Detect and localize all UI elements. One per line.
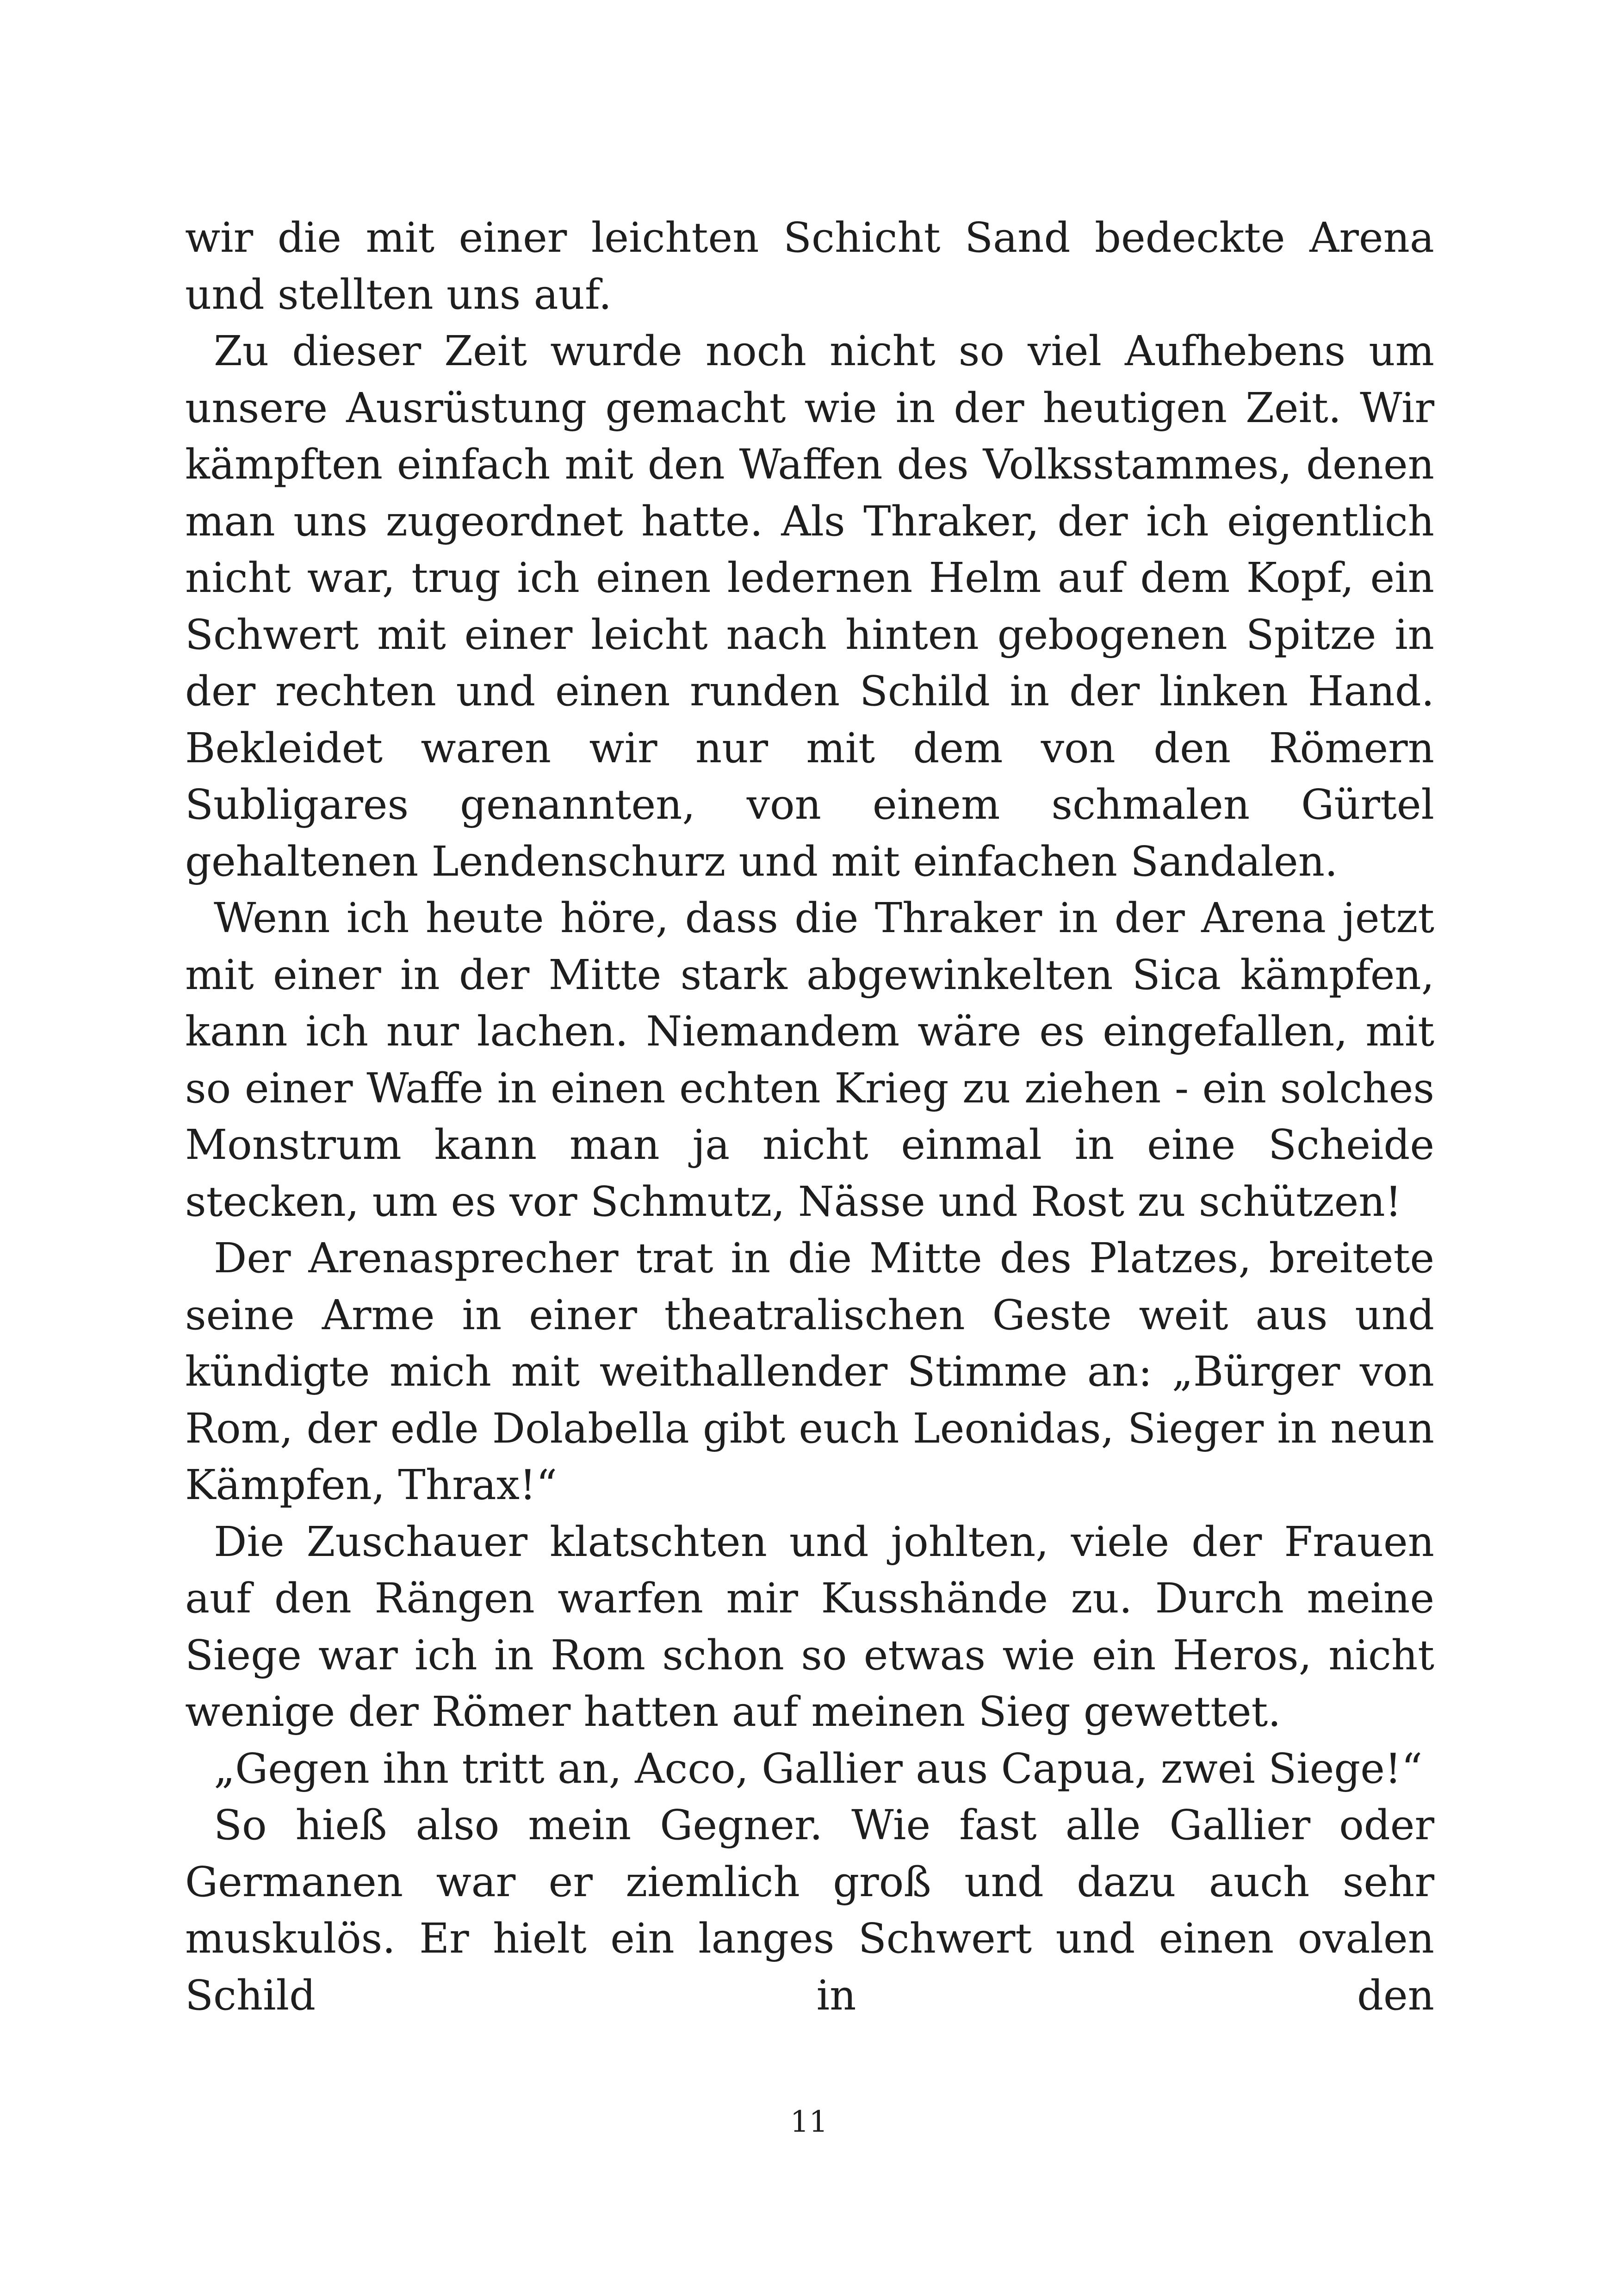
- body-text: [185, 209, 1434, 2023]
- paragraph-3: Wenn ich heute höre, dass die Thraker in der Arena jetzt mit einer in der Mitte stark abgewinkelten Sica kämpfen, kann ich nur lachen. Niemandem wäre es eingefallen, mit so einer Waffe in einen echten Krieg zu ziehen - ein solches Monstrum kann man ja nicht einmal in eine Scheide stecken, um es vor Schmutz, Nässe und Rost zu schützen!: [185, 894, 1434, 1226]
- paragraph-5: Die Zuschauer klatschten und johlten, viele der Frauen auf den Rängen warfen mir Kusshände zu. Durch meine Siege war ich in Rom schon so etwas wie ein Heros, nicht wenige der Römer hatten auf meinen Sieg gewettet.: [185, 1517, 1434, 1736]
- paragraph-1: wir die mit einer leichten Schicht Sand bedeckte Arena und stellten uns auf.: [185, 213, 1434, 318]
- paragraph-4: Der Arenasprecher trat in die Mitte des Platzes, breitete seine Arme in einer theatralischen Geste weit aus und kündigte mich mit weithallender Stimme an: „Bürger von Rom, der edle Dolabella gibt euch Leonidas, Sieger in neun Kämpfen, Thrax!“: [185, 1234, 1434, 1509]
- paragraph-2: Zu dieser Zeit wurde noch nicht so viel Aufhebens um unsere Ausrüstung gemacht wie in der heutigen Zeit. Wir kämpften einfach mit den Waffen des Volksstammes, denen man uns zugeordnet hatte. Als Thraker, der ich eigentlich nicht war, trug ich einen ledernen Helm auf dem Kopf, ein Schwert mit einer leicht nach hinten gebogenen Spitze in der rechten und einen runden Schild in der linken Hand. Bekleidet waren wir nur mit dem von den Römern Subligares genannten, von einem schmalen Gürtel gehaltenen Lendenschurz und mit einfachen Sandalen.: [185, 327, 1434, 885]
- page-number: 11: [790, 2105, 828, 2139]
- paragraph-7: So hieß also mein Gegner. Wie fast alle Gallier oder Germanen war er ziemlich groß und dazu auch sehr muskulös. Er hielt ein langes Schwert und einen ovalen Schild in den: [185, 1801, 1434, 2019]
- paragraph-6: „Gegen ihn tritt an, Acco, Gallier aus Capua, zwei Siege!“: [214, 1744, 1423, 1792]
